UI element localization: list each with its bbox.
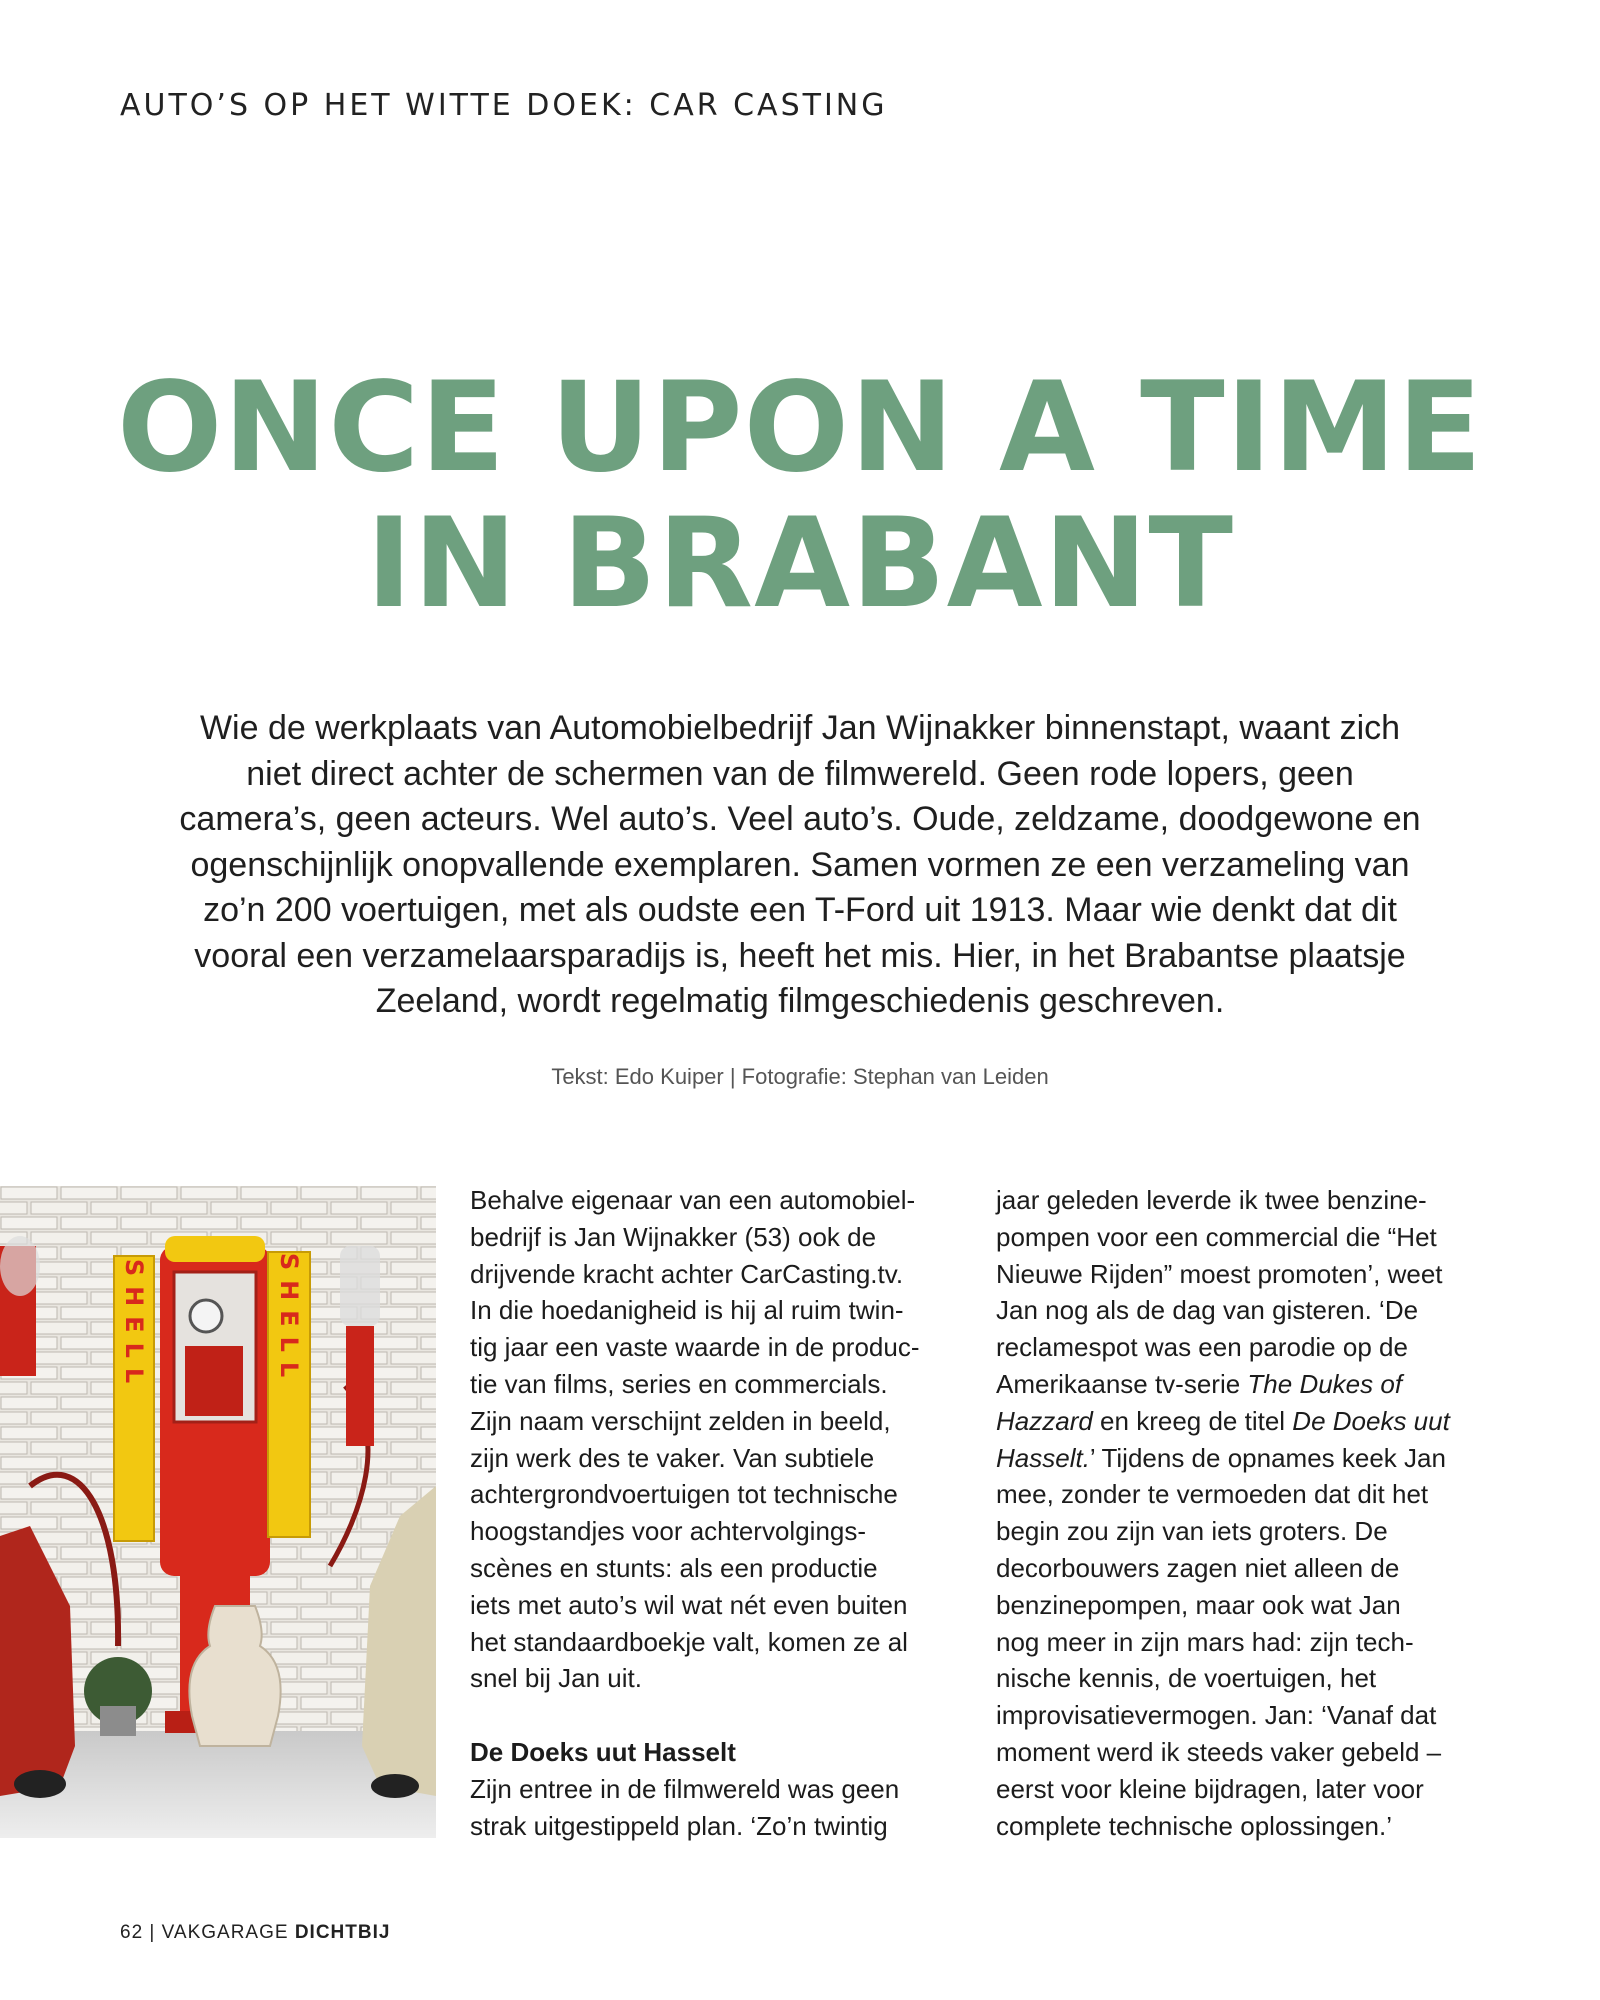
body-paragraph-3 — [996, 1182, 1496, 1844]
text-line: Jan nog als de dag van gisteren. ‘De — [996, 1295, 1419, 1326]
text-line: In die hoedanigheid is hij al ruim twin- — [470, 1295, 904, 1326]
text-line: het standaardboekje valt, komen ze al — [470, 1626, 908, 1657]
text-line: benzinepompen, maar ook wat Jan — [996, 1589, 1401, 1620]
text-line: complete technische oplossingen.’ — [996, 1810, 1393, 1841]
wall-pump-right-body — [346, 1326, 374, 1446]
text-line: moment werd ik steeds vaker gebeld – — [996, 1736, 1442, 1767]
body-paragraph-2 — [470, 1771, 970, 1845]
text-line: strak uitgestippeld plan. ‘Zo’n twintig — [470, 1810, 888, 1841]
publication-name-bold: DICHTBIJ — [294, 1922, 391, 1943]
text-line: begin zou zijn van iets groters. De — [996, 1516, 1388, 1547]
wall-pump-left-globe — [0, 1236, 40, 1296]
section-label: AUTO’S OP HET WITTE DOEK: CAR CASTING — [120, 88, 888, 123]
car-right-wheel — [371, 1774, 419, 1798]
headline — [0, 356, 1600, 636]
text-line: decorbouwers zagen niet alleen de — [996, 1552, 1400, 1583]
headline-line-2: IN BRABANT — [366, 492, 1234, 636]
page-footer — [120, 1922, 390, 1944]
text-run: Amerikaanse tv-serie — [996, 1368, 1248, 1399]
sign-right-text: SHELL — [275, 1252, 303, 1388]
car-left-wheel — [14, 1770, 66, 1798]
pump-cylinder — [185, 1346, 243, 1416]
text-line: reclamespot was een parodie op de — [996, 1332, 1408, 1363]
text-line: Behalve eigenaar van een automobiel- — [470, 1185, 916, 1215]
text-run: en kreeg de titel — [1092, 1405, 1293, 1436]
tv-series-title: The Dukes of — [1247, 1368, 1403, 1399]
photo-shell-pumps — [0, 1186, 436, 1838]
commercial-title-cont: Hasselt. — [996, 1442, 1090, 1473]
text-run: ’ Tijdens de opnames keek Jan — [1089, 1442, 1446, 1473]
text-line: improvisatievermogen. Jan: ‘Vanaf dat — [996, 1700, 1437, 1731]
text-line — [996, 1366, 1496, 1403]
text-line: tig jaar een vaste waarde in de produc- — [470, 1332, 920, 1363]
plant-pot — [100, 1706, 136, 1736]
text-line: scènes en stunts: als een productie — [470, 1552, 878, 1583]
body-paragraph-1 — [470, 1182, 970, 1697]
commercial-title: De Doeks uut — [1292, 1405, 1450, 1436]
footer-separator: | — [149, 1922, 156, 1943]
text-line: zijn werk des te vaker. Van subtiele — [470, 1442, 875, 1473]
text-line: nog meer in zijn mars had: zijn tech- — [996, 1626, 1414, 1657]
text-line: Zijn entree in de filmwereld was geen — [470, 1773, 900, 1804]
pump-crown — [165, 1236, 265, 1262]
text-line: hoogstandjes voor achtervolgings- — [470, 1516, 867, 1547]
text-line — [996, 1403, 1496, 1440]
subheading: De Doeks uut Hasselt — [470, 1736, 736, 1767]
text-line: drijvende kracht achter CarCasting.tv. — [470, 1258, 904, 1289]
text-line: jaar geleden leverde ik twee benzine- — [996, 1185, 1427, 1215]
text-line: snel bij Jan uit. — [470, 1663, 642, 1694]
publication-name: VAKGARAGE — [161, 1922, 289, 1943]
text-line: eerst voor kleine bijdragen, later voor — [996, 1773, 1424, 1804]
headline-line-1: ONCE UPON A TIME — [117, 356, 1483, 500]
text-line: Zijn naam verschijnt zelden in beeld, — [470, 1405, 891, 1436]
text-line: mee, zonder te vermoeden dat dit het — [996, 1479, 1429, 1510]
wall-pump-right — [340, 1246, 380, 1326]
sign-left-text: SHELL — [120, 1258, 148, 1394]
intro-lead: Wie de werkplaats van Automobielbedrijf Jan Wijnakker binnenstapt, waant zich niet direct achter de schermen van de filmwereld. Geen rode lopers, geen camera’s, geen acteurs. Wel auto’s. Veel auto’s. Oude, zeldzame, doodgewone en ogenschijnlijk onopvallende exemplaren. Samen vormen ze een verzameling van zo’n 200 voertuigen, met als oudste een T-Ford uit 1913. Maar wie denkt dat dit vooral een verzamelaarsparadijs is, heeft het mis. Hier, in het Brabantse plaatsje Zeeland, wordt regelmatig filmgeschiedenis geschreven. — [179, 709, 1421, 1020]
body-column-1 — [470, 1182, 970, 1844]
text-line: iets met auto’s wil wat nét even buiten — [470, 1589, 908, 1620]
text-line: tie van films, series en commercials. — [470, 1368, 888, 1399]
text-line: nische kennis, de voertuigen, het — [996, 1663, 1377, 1694]
text-line: Nieuwe Rijden” moest promoten’, weet — [996, 1258, 1443, 1289]
page-number: 62 — [120, 1922, 144, 1943]
text-line: achtergrondvoertuigen tot technische — [470, 1479, 898, 1510]
pump-gauge — [190, 1300, 222, 1332]
body-column-2 — [996, 1182, 1496, 1844]
text-line: bedrijf is Jan Wijnakker (53) ook de — [470, 1221, 877, 1252]
text-line: pompen voor een commercial die “Het — [996, 1221, 1437, 1252]
credits: Tekst: Edo Kuiper | Fotografie: Stephan van Leiden — [551, 1064, 1049, 1089]
tv-series-title-cont: Hazzard — [996, 1405, 1093, 1436]
text-line — [996, 1440, 1496, 1477]
